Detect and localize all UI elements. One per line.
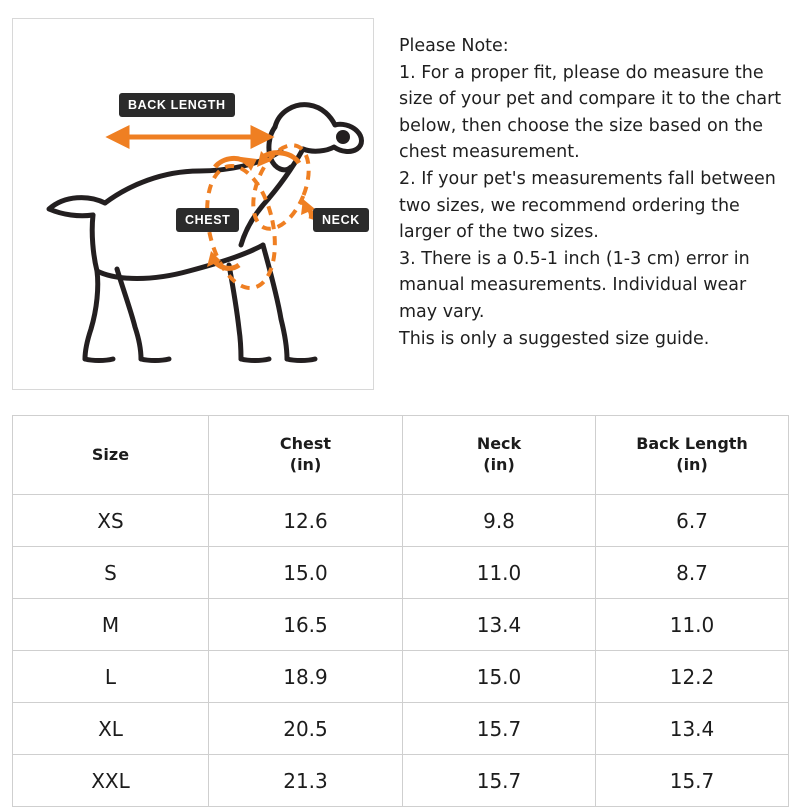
cell-chest: 20.5 <box>209 703 403 755</box>
please-note-section <box>374 18 788 352</box>
cell-chest: 21.3 <box>209 755 403 807</box>
note-line-2: 2. If your pet's measurements fall between two sizes, we recommend ordering the larger of the two sizes. <box>399 168 776 243</box>
table-header-row <box>13 416 789 495</box>
header-back-length-label: Back Length <box>636 434 748 454</box>
dog-measurement-diagram <box>12 18 374 390</box>
cell-neck: 11.0 <box>403 547 596 599</box>
header-chest <box>209 416 403 495</box>
note-line-4: This is only a suggested size guide. <box>399 328 710 349</box>
cell-neck: 15.7 <box>403 703 596 755</box>
table-row <box>13 495 789 547</box>
cell-back-length: 15.7 <box>596 755 789 807</box>
header-neck-label: Neck <box>476 434 522 454</box>
cell-size: M <box>13 599 209 651</box>
cell-neck: 9.8 <box>403 495 596 547</box>
cell-neck: 15.0 <box>403 651 596 703</box>
cell-size: XS <box>13 495 209 547</box>
cell-back-length: 6.7 <box>596 495 789 547</box>
header-size <box>13 416 209 495</box>
table-row <box>13 755 789 807</box>
table-row <box>13 599 789 651</box>
cell-size: S <box>13 547 209 599</box>
cell-back-length: 11.0 <box>596 599 789 651</box>
header-neck-unit: (in) <box>483 455 515 474</box>
cell-chest: 15.0 <box>209 547 403 599</box>
label-back-length: BACK LENGTH <box>119 93 235 117</box>
note-line-1: 1. For a proper fit, please do measure the size of your pet and compare it to the chart below, then choose the size based on the chest measurement. <box>399 62 782 163</box>
cell-back-length: 13.4 <box>596 703 789 755</box>
cell-back-length: 12.2 <box>596 651 789 703</box>
cell-chest: 16.5 <box>209 599 403 651</box>
header-back-length <box>596 416 789 495</box>
cell-size: XL <box>13 703 209 755</box>
cell-chest: 18.9 <box>209 651 403 703</box>
cell-size: XXL <box>13 755 209 807</box>
header-neck <box>403 416 596 495</box>
cell-size: L <box>13 651 209 703</box>
table-row <box>13 651 789 703</box>
cell-back-length: 8.7 <box>596 547 789 599</box>
dog-eye <box>336 130 350 144</box>
cell-neck: 13.4 <box>403 599 596 651</box>
dog-illustration-svg <box>13 19 373 389</box>
table-row <box>13 547 789 599</box>
header-size-label: Size <box>91 444 130 464</box>
cell-neck: 15.7 <box>403 755 596 807</box>
size-chart-table <box>12 415 789 807</box>
back-length-arrow <box>111 129 269 145</box>
label-chest: CHEST <box>176 208 239 232</box>
cell-chest: 12.6 <box>209 495 403 547</box>
header-back-length-unit: (in) <box>676 455 708 474</box>
header-chest-unit: (in) <box>289 455 322 474</box>
table-row <box>13 703 789 755</box>
note-heading: Please Note: <box>399 36 509 56</box>
header-chest-label: Chest <box>279 434 332 454</box>
note-line-3: 3. There is a 0.5-1 inch (1-3 cm) error in manual measurements. Individual wear may vary. <box>399 248 750 322</box>
label-neck: NECK <box>313 208 369 232</box>
